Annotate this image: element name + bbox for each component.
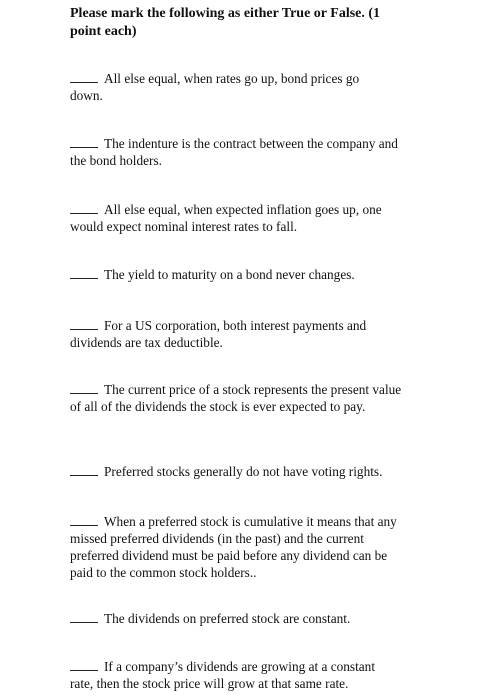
answer-blank[interactable] xyxy=(70,661,98,671)
question-item xyxy=(70,135,400,169)
question-text: For a US corporation, both interest payments and dividends are tax deductible. xyxy=(70,318,367,350)
question-text: All else equal, when rates go up, bond prices go down. xyxy=(70,71,360,103)
question-text: When a preferred stock is cumulative it means that any missed preferred dividends (in the past) and the current preferred dividend must be paid before any dividend can be paid to the common stock holders.. xyxy=(70,514,397,580)
answer-blank[interactable] xyxy=(70,269,98,279)
question-item xyxy=(70,610,410,627)
answer-blank[interactable] xyxy=(70,466,98,476)
answer-blank[interactable] xyxy=(70,138,98,148)
answer-blank[interactable] xyxy=(70,320,98,330)
question-text: Preferred stocks generally do not have voting rights. xyxy=(104,464,383,479)
question-text: If a company’s dividends are growing at a constant rate, then the stock price will grow at that same rate. xyxy=(70,659,376,691)
answer-blank[interactable] xyxy=(70,516,98,526)
answer-blank[interactable] xyxy=(70,613,98,623)
question-text: The indenture is the contract between the company and the bond holders. xyxy=(70,136,398,168)
question-text: The current price of a stock represents the present value of all of the dividends the stock is ever expected to pay. xyxy=(70,382,402,414)
answer-blank[interactable] xyxy=(70,73,98,83)
question-item xyxy=(70,513,400,581)
question-item xyxy=(70,381,410,415)
question-item xyxy=(70,201,405,235)
answer-blank[interactable] xyxy=(70,204,98,214)
question-item xyxy=(70,266,410,283)
question-text: The yield to maturity on a bond never changes. xyxy=(104,267,355,282)
question-item xyxy=(70,463,415,480)
question-item xyxy=(70,658,400,692)
question-text: All else equal, when expected inflation goes up, one would expect nominal interest rates to fall. xyxy=(70,202,382,234)
question-text: The dividends on preferred stock are constant. xyxy=(104,611,351,626)
question-item xyxy=(70,317,390,351)
answer-blank[interactable] xyxy=(70,384,98,394)
page-title: Please mark the following as either True or False. (1 point each) xyxy=(70,6,381,39)
question-item xyxy=(70,70,380,104)
